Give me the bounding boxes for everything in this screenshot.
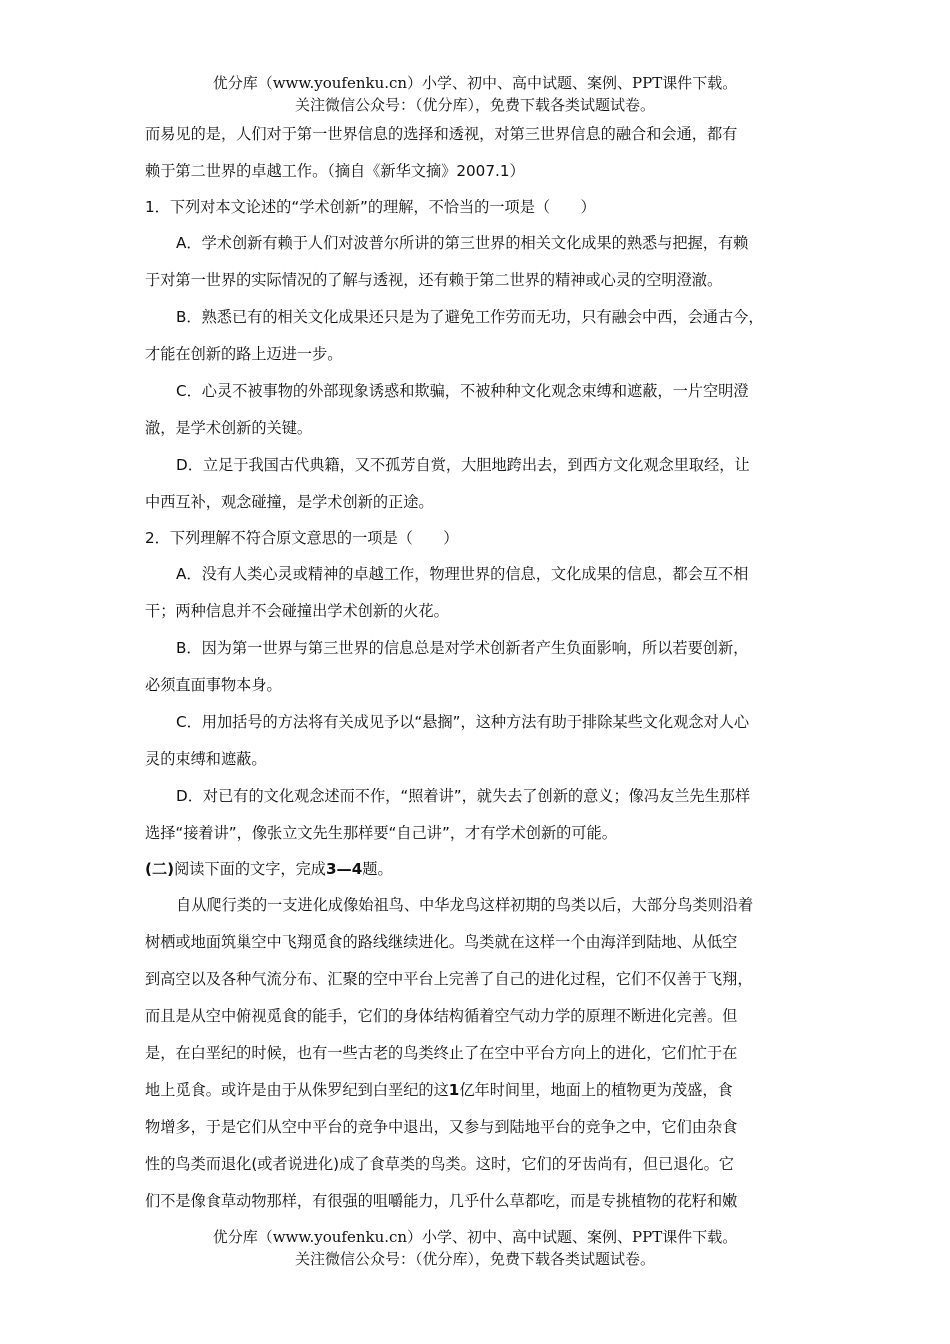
header-line-1: 优分库（www.youfenku.cn）小学、初中、高中试题、案例、PPT课件下载。	[212, 74, 738, 92]
question-1-stem: 1．下列对本文论述的“学术创新”的理解，不恰当的一项是（ ）	[145, 198, 596, 216]
question-2-stem: 2．下列理解不符合原文意思的一项是（ ）	[145, 529, 459, 547]
q2-option-d-cont: 选择“接着讲”，像张立文先生那样要“自己讲”，才有学术创新的可能。	[145, 824, 617, 842]
q1-option-d-cont: 中西互补，观念碰撞，是学术创新的正途。	[145, 493, 434, 511]
page-footer	[0, 1226, 950, 1270]
section-range: 3—4	[325, 860, 363, 878]
passage-line-part: 亿年时间里，地面上的植物更为茂盛，食	[459, 1081, 733, 1099]
q2-option-c: C．用加括号的方法将有关成见予以“悬搁”，这种方法有助于排除某些文化观念对人心	[176, 713, 750, 731]
passage-tail-line: 而易见的是，人们对于第一世界信息的选择和透视，对第三世界信息的融合和会通，都有	[145, 125, 738, 143]
q1-option-b-cont: 才能在创新的路上迈进一步。	[145, 345, 343, 363]
document-body	[145, 116, 810, 1220]
footer-line-2: 关注微信公众号：（优分库），免费下载各类试题试卷。	[294, 1250, 655, 1268]
q2-option-b-cont: 必须直面事物本身。	[145, 676, 282, 694]
passage-line-part: 地上觅食。或许是由于从侏罗纪到白垩纪的这	[145, 1081, 449, 1099]
passage-line: 们不是像食草动物那样，有很强的咀嚼能力，几乎什么草都吃，而是专挑植物的花籽和嫩	[145, 1192, 738, 1210]
passage-line: 性的鸟类而退化(或者说进化)成了食草类的鸟类。这时，它们的牙齿尚有，但已退化。它	[145, 1155, 734, 1173]
passage-line: 自从爬行类的一支进化成像始祖鸟、中华龙鸟这样初期的鸟类以后，大部分鸟类则沿着	[176, 896, 754, 914]
section-text-a: 阅读下面的文字，完成	[174, 860, 326, 878]
page-header	[0, 72, 950, 116]
q1-option-b: B．熟悉已有的相关文化成果还只是为了避免工作劳而无功，只有融会中西，会通古今，	[176, 308, 764, 326]
passage-line: 到高空以及各种气流分布、汇聚的空中平台上完善了自己的进化过程，它们不仅善于飞翔，	[145, 970, 753, 988]
section-label: (二)	[145, 860, 175, 878]
q1-option-c: C．心灵不被事物的外部现象诱惑和欺骗，不被种种文化观念束缚和遮蔽，一片空明澄	[176, 382, 749, 400]
q1-option-c-cont: 澈，是学术创新的关键。	[145, 419, 313, 437]
q1-option-a: A．学术创新有赖于人们对波普尔所讲的第三世界的相关文化成果的熟悉与把握，有赖	[176, 234, 749, 252]
passage-line: 是，在白垩纪的时候，也有一些古老的鸟类终止了在空中平台方向上的进化，它们忙于在	[145, 1044, 738, 1062]
q1-option-d: D．立足于我国古代典籍，又不孤芳自赏，大胆地跨出去，到西方文化观念里取经，让	[176, 456, 750, 474]
q2-option-a: A．没有人类心灵或精神的卓越工作，物理世界的信息，文化成果的信息，都会互不相	[176, 565, 749, 583]
passage-tail-line: 赖于第二世界的卓越工作。（摘自《新华文摘》2007.1）	[145, 162, 525, 180]
passage-line	[145, 1072, 810, 1109]
footer-line-1: 优分库（www.youfenku.cn）小学、初中、高中试题、案例、PPT课件下载。	[212, 1228, 738, 1246]
passage-line: 树栖或地面筑巢空中飞翔觅食的路线继续进化。鸟类就在这样一个由海洋到陆地、从低空	[145, 933, 738, 951]
header-line-2: 关注微信公众号：（优分库），免费下载各类试题试卷。	[294, 96, 655, 114]
q2-option-a-cont: 干；两种信息并不会碰撞出学术创新的火花。	[145, 602, 449, 620]
q1-option-a-cont: 于对第一世界的实际情况的了解与透视，还有赖于第二世界的精神或心灵的空明澄澈。	[145, 271, 723, 289]
section-heading	[145, 852, 810, 887]
passage-number: 1	[448, 1081, 460, 1099]
passage-line: 而且是从空中俯视觅食的能手，它们的身体结构循着空气动力学的原理不断进化完善。但	[145, 1007, 738, 1025]
q2-option-d: D．对已有的文化观念述而不作，“照着讲”，就失去了创新的意义；像冯友兰先生那样	[176, 787, 751, 805]
q2-option-c-cont: 灵的束缚和遮蔽。	[145, 750, 267, 768]
q2-option-b: B．因为第一世界与第三世界的信息总是对学术创新者产生负面影响，所以若要创新，	[176, 639, 749, 657]
section-text-b: 题。	[362, 860, 393, 878]
passage-line: 物增多，于是它们从空中平台的竞争中退出，又参与到陆地平台的竞争之中，它们由杂食	[145, 1118, 738, 1136]
